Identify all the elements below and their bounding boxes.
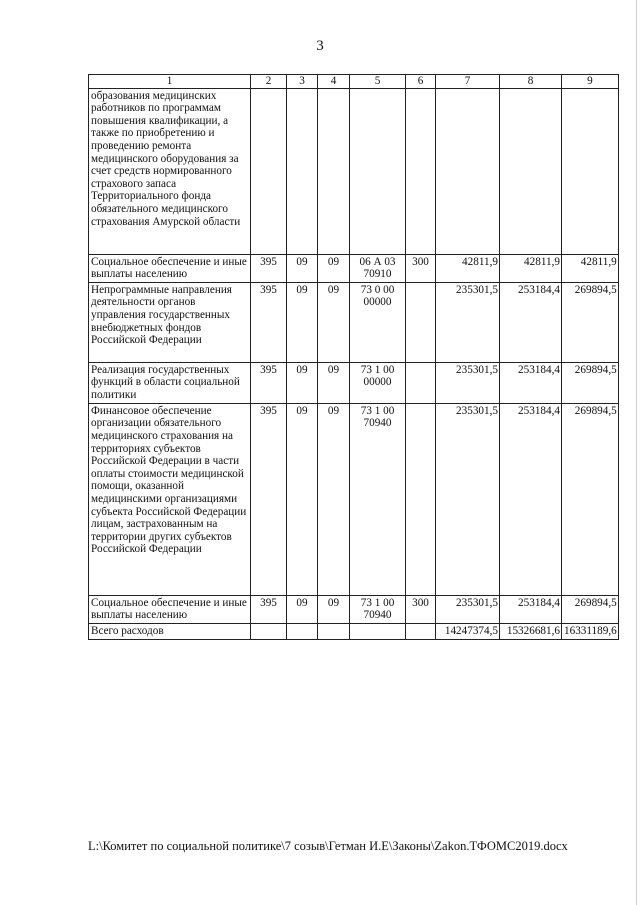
cell-grbs [251, 88, 287, 254]
cell-pr [318, 623, 350, 639]
cell-year3: 269894,5 [562, 403, 619, 595]
row-name: Непрограммные направления деятельности органов управления государственных внебюджетных фондов Российской Федерации [89, 282, 251, 362]
cell-grbs: 395 [251, 254, 287, 282]
cell-year3: 42811,9 [562, 254, 619, 282]
cell-pr [318, 88, 350, 254]
row-name: образования медицинских работников по программам повышения квалификации, а также по приобретению и проведению ремонта медицинского оборудования за счет средств нормированного страхового запаса Территориального фонда обязательного медицинского страхования Амурской области [89, 88, 251, 254]
file-path-footer: L:\Комитет по социальной политике\7 созыв\Гетман И.Е\Законы\Zakon.ТФОМС2019.docx [88, 839, 568, 853]
table-row-total [89, 623, 619, 639]
header-cell: 2 [251, 75, 287, 89]
cell-csr: 73 0 00 00000 [350, 282, 406, 362]
table-row [89, 282, 619, 362]
header-cell: 3 [287, 75, 318, 89]
cell-pr: 09 [318, 403, 350, 595]
cell-vr [406, 282, 436, 362]
cell-year2: 253184,4 [500, 362, 562, 403]
table-row [89, 362, 619, 403]
header-cell: 1 [89, 75, 251, 89]
cell-csr: 73 1 00 00000 [350, 362, 406, 403]
header-cell: 4 [318, 75, 350, 89]
cell-csr: 73 1 00 70940 [350, 403, 406, 595]
cell-year2: 15326681,6 [500, 623, 562, 639]
cell-year3: 269894,5 [562, 282, 619, 362]
cell-vr [406, 88, 436, 254]
cell-grbs [251, 623, 287, 639]
cell-year2 [500, 88, 562, 254]
cell-year2: 253184,4 [500, 403, 562, 595]
cell-year2: 253184,4 [500, 282, 562, 362]
cell-rz: 09 [287, 282, 318, 362]
cell-year1: 235301,5 [436, 362, 500, 403]
cell-pr: 09 [318, 595, 350, 623]
cell-csr [350, 88, 406, 254]
cell-pr: 09 [318, 254, 350, 282]
cell-vr [406, 623, 436, 639]
cell-csr [350, 623, 406, 639]
page-edge-line [636, 0, 637, 905]
cell-year1: 235301,5 [436, 282, 500, 362]
header-cell: 7 [436, 75, 500, 89]
cell-pr: 09 [318, 362, 350, 403]
header-row [89, 75, 619, 89]
table-row [89, 595, 619, 623]
header-cell: 5 [350, 75, 406, 89]
table-row [89, 403, 619, 595]
cell-csr: 73 1 00 70940 [350, 595, 406, 623]
cell-year3: 16331189,6 [562, 623, 619, 639]
row-name: Всего расходов [89, 623, 251, 639]
budget-table [88, 74, 619, 640]
cell-year1: 42811,9 [436, 254, 500, 282]
cell-pr: 09 [318, 282, 350, 362]
cell-year1: 235301,5 [436, 595, 500, 623]
row-name: Финансовое обеспечение организации обязательного медицинского страхования на территориях субъектов Российской Федерации в части оплаты стоимости медицинской помощи, оказанной медицинскими организациями субъекта Российской Федерации лицам, застрахованным на территории других субъектов Российской Федерации [89, 403, 251, 595]
cell-year1: 235301,5 [436, 403, 500, 595]
header-cell: 9 [562, 75, 619, 89]
cell-year2: 42811,9 [500, 254, 562, 282]
cell-rz: 09 [287, 254, 318, 282]
cell-grbs: 395 [251, 595, 287, 623]
row-name: Реализация государственных функций в области социальной политики [89, 362, 251, 403]
cell-rz: 09 [287, 403, 318, 595]
cell-grbs: 395 [251, 403, 287, 595]
cell-rz: 09 [287, 595, 318, 623]
cell-year1 [436, 88, 500, 254]
cell-vr: 300 [406, 595, 436, 623]
cell-csr: 06 А 03 70910 [350, 254, 406, 282]
table-row [89, 88, 619, 254]
cell-vr [406, 403, 436, 595]
cell-year1: 14247374,5 [436, 623, 500, 639]
row-name: Социальное обеспечение и иные выплаты населению [89, 595, 251, 623]
header-cell: 8 [500, 75, 562, 89]
table-row [89, 254, 619, 282]
cell-vr [406, 362, 436, 403]
page-number: 3 [316, 38, 324, 54]
cell-year2: 253184,4 [500, 595, 562, 623]
row-name: Социальное обеспечение и иные выплаты населению [89, 254, 251, 282]
cell-rz [287, 88, 318, 254]
cell-grbs: 395 [251, 362, 287, 403]
cell-year3: 269894,5 [562, 595, 619, 623]
header-cell: 6 [406, 75, 436, 89]
cell-vr: 300 [406, 254, 436, 282]
cell-rz: 09 [287, 362, 318, 403]
cell-grbs: 395 [251, 282, 287, 362]
cell-rz [287, 623, 318, 639]
cell-year3 [562, 88, 619, 254]
cell-year3: 269894,5 [562, 362, 619, 403]
